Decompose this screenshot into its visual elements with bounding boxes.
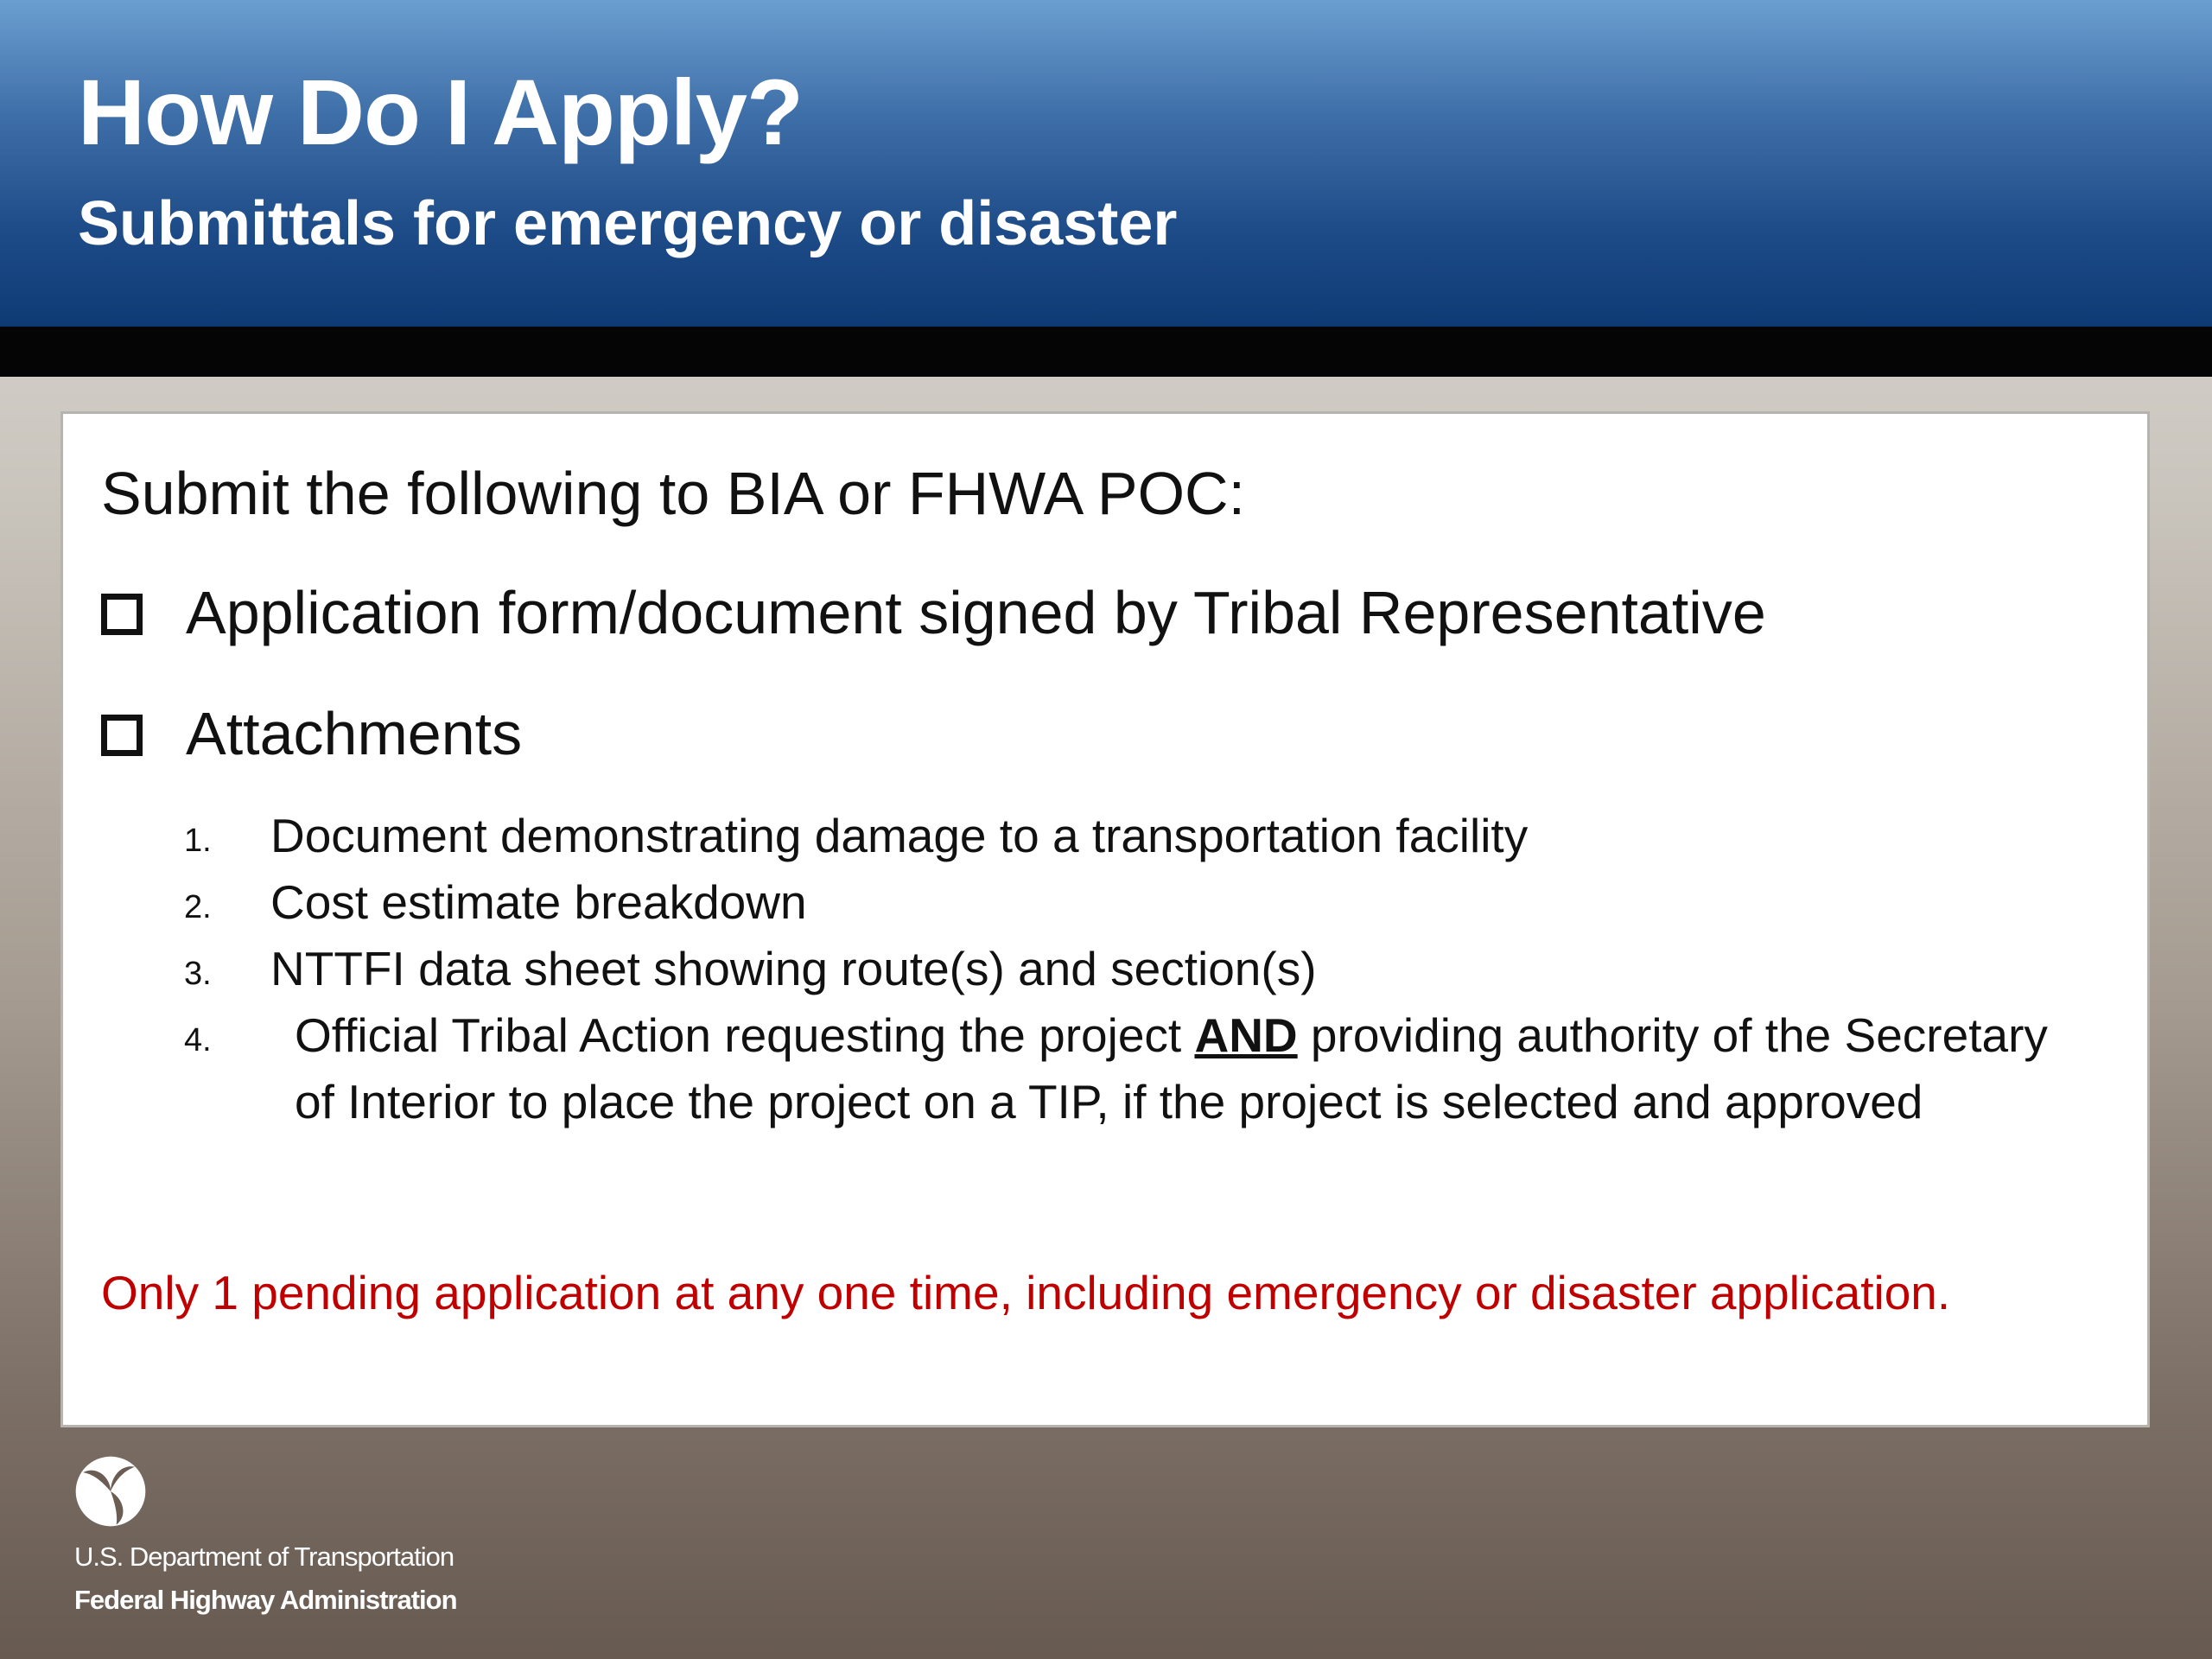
list-item-text-after: providing authority of the Secretary of Interior to place the project on a TIP, if the project is selected and approved [295, 1008, 2048, 1128]
header-divider-bar [0, 327, 2212, 377]
list-number: 2. [184, 889, 212, 925]
agency-name-fhwa: Federal Highway Administration [74, 1585, 457, 1615]
intro-text: Submit the following to BIA or FHWA POC: [101, 460, 1246, 527]
list-item [63, 936, 2147, 1002]
list-item-text-before: Official Tribal Action requesting the project [295, 1008, 1195, 1062]
pending-application-note: Only 1 pending application at any one time, including emergency or disaster application. [101, 1266, 1951, 1319]
dot-tri-swirl-icon [74, 1455, 147, 1528]
checklist-item-application-form [101, 576, 1766, 649]
list-item [63, 803, 2147, 869]
list-item-text: Document demonstrating damage to a transportation facility [270, 809, 1529, 862]
list-number: 1. [184, 823, 212, 859]
list-number: 3. [184, 956, 212, 992]
page-subtitle: Submittals for emergency or disaster [78, 189, 1178, 258]
checkbox-icon [101, 715, 143, 756]
attachments-list [63, 803, 2147, 1135]
checkbox-icon [101, 594, 143, 635]
emphasis-and: AND [1194, 1008, 1298, 1062]
list-item [63, 869, 2147, 936]
list-item-text: Cost estimate breakdown [270, 875, 807, 929]
list-item [63, 1002, 2147, 1135]
list-number: 4. [184, 1022, 212, 1058]
agency-name-dot: U.S. Department of Transportation [74, 1541, 454, 1572]
list-item-text [295, 1002, 2095, 1135]
page-title: How Do I Apply? [78, 60, 803, 164]
list-item-text: NTTFI data sheet showing route(s) and section(s) [270, 942, 1317, 995]
content-panel [60, 411, 2150, 1427]
checklist-item-label: Attachments [186, 700, 523, 767]
checklist-item-label: Application form/document signed by Tribal Representative [186, 579, 1766, 646]
header-banner [0, 0, 2212, 327]
checklist-item-attachments [101, 697, 522, 770]
